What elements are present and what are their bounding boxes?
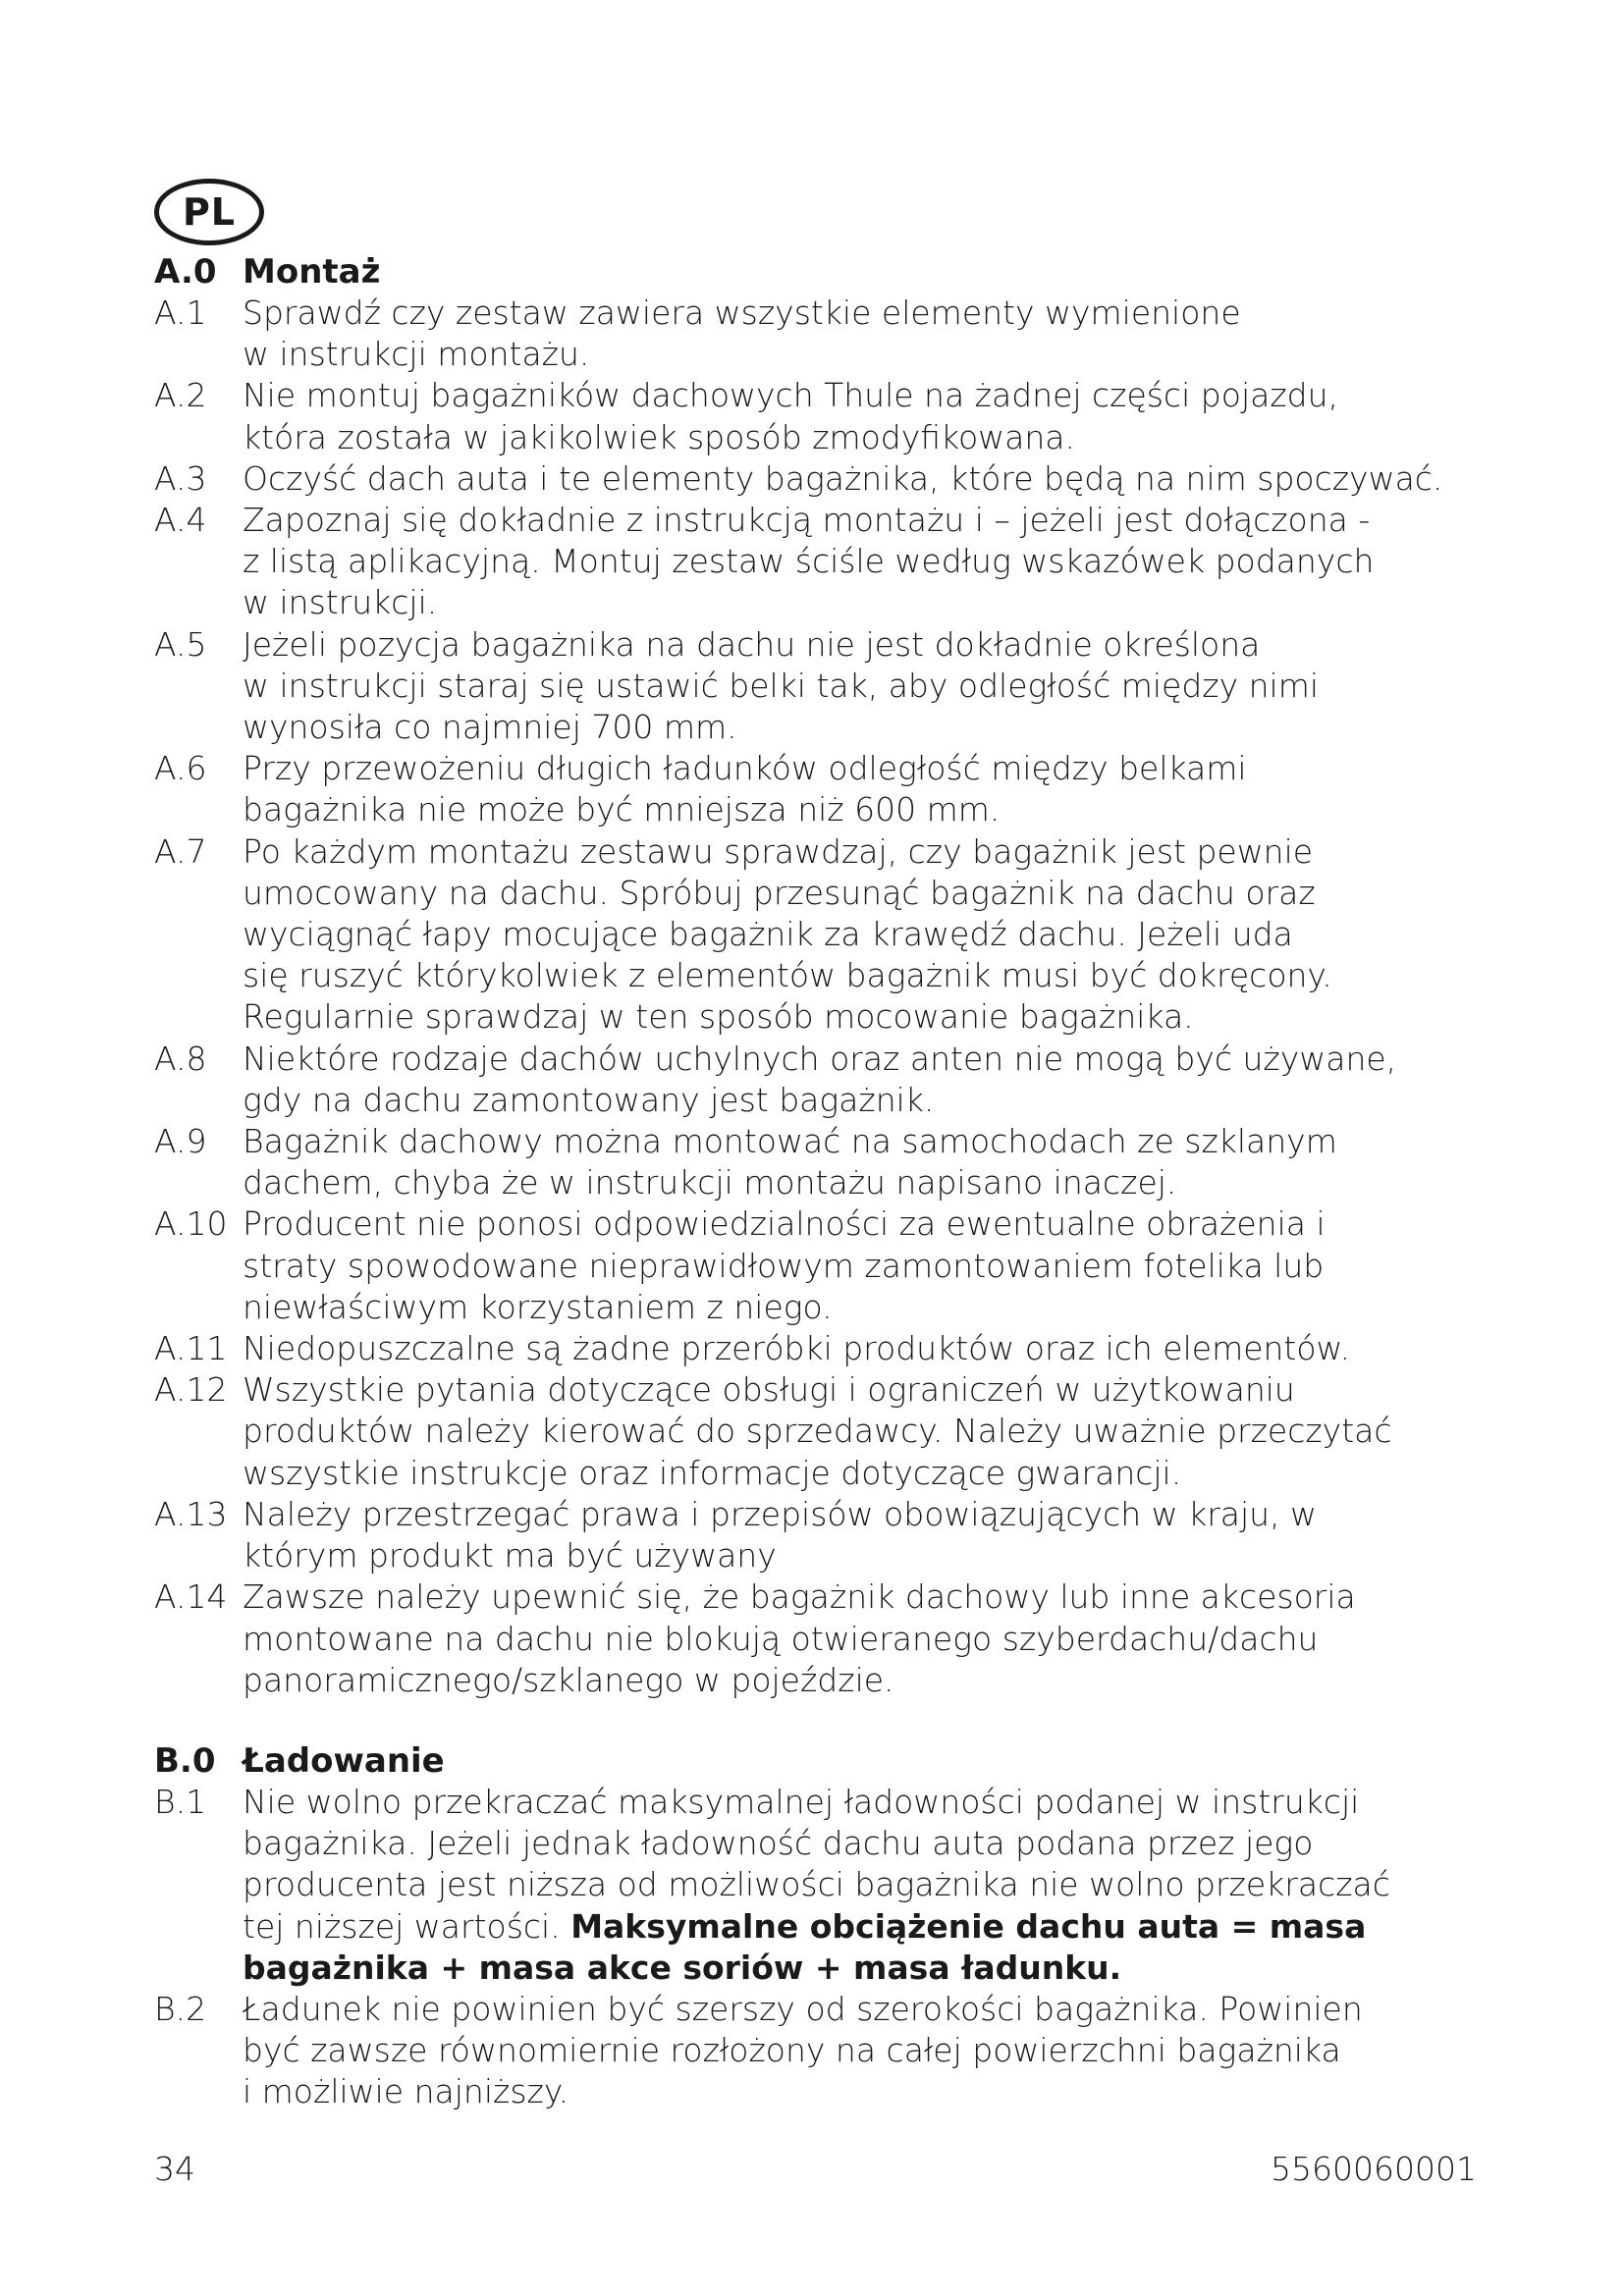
item-line: Jeżeli pozycja bagażnika na dachu nie jest dokładnie określona bbox=[243, 624, 1261, 664]
document-body bbox=[154, 251, 1509, 2113]
list-item bbox=[154, 1494, 1509, 1576]
item-text bbox=[243, 1121, 1509, 1203]
item-text bbox=[243, 1782, 1509, 1989]
item-label: A.8 bbox=[154, 1039, 207, 1078]
section-title: Montaż bbox=[243, 252, 381, 292]
item-text bbox=[243, 293, 1509, 375]
section-b-heading bbox=[154, 1740, 1509, 1782]
item-line: Sprawdź czy zestaw zawiera wszystkie elementy wymienione bbox=[243, 294, 1241, 332]
item-line: montowane na dachu nie blokują otwieranego szyberdachu/dachu bbox=[243, 1619, 1319, 1658]
item-label: A.3 bbox=[154, 458, 207, 498]
item-line: Producent nie ponosi odpowiedzialności za ewentualne obrażenia i bbox=[243, 1204, 1326, 1244]
list-item bbox=[154, 1989, 1509, 2113]
item-line: Po każdym montażu zestawu sprawdzaj, czy bagażnik jest pewnie bbox=[243, 831, 1314, 871]
item-line: bagażnika. Jeżeli jednak ładowność dachu auta podana przez jego bbox=[243, 1824, 1314, 1863]
list-item bbox=[154, 458, 1509, 500]
list-item bbox=[154, 1203, 1509, 1328]
language-badge bbox=[154, 179, 264, 245]
item-text bbox=[243, 375, 1509, 457]
item-text bbox=[243, 500, 1509, 624]
item-line: w instrukcji montażu. bbox=[243, 335, 590, 374]
list-item bbox=[154, 500, 1509, 624]
item-text bbox=[243, 458, 1509, 500]
item-text bbox=[243, 1039, 1509, 1121]
item-line: i możliwie najniższy. bbox=[243, 2072, 569, 2111]
item-line: Regularnie sprawdzaj w ten sposób mocowanie bagażnika. bbox=[243, 997, 1194, 1037]
item-line: gdy na dachu zamontowany jest bagażnik. bbox=[243, 1080, 935, 1119]
item-text bbox=[243, 1369, 1509, 1494]
item-line: straty spowodowane nieprawidłowym zamontowaniem fotelika lub bbox=[243, 1246, 1325, 1285]
item-line: wynosiła co najmniej 700 mm. bbox=[243, 708, 737, 747]
item-line: Oczyść dach auta i te elementy bagażnika, które będą na nim spoczywać. bbox=[243, 458, 1443, 498]
item-label: B.1 bbox=[154, 1782, 207, 1821]
item-line: Nie wolno przekraczać maksymalnej ładowności podanej w instrukcji bbox=[243, 1782, 1360, 1821]
list-item bbox=[154, 748, 1509, 830]
item-label: A.7 bbox=[154, 831, 207, 871]
item-line: dachem, chyba że w instrukcji montażu napisano inaczej. bbox=[243, 1163, 1177, 1202]
item-text bbox=[243, 1328, 1509, 1369]
list-item bbox=[154, 1369, 1509, 1494]
item-line: Zawsze należy upewnić się, że bagażnik dachowy lub inne akcesoria bbox=[243, 1577, 1356, 1617]
item-line: wszystkie instrukcje oraz informacje dotyczące gwarancji. bbox=[243, 1453, 1182, 1492]
item-label: A.4 bbox=[154, 501, 207, 540]
list-item bbox=[154, 1121, 1509, 1203]
item-line: Ładunek nie powinien być szerszy od szerokości bagażnika. Powinien bbox=[243, 1989, 1363, 2028]
item-line: Przy przewożeniu długich ładunków odległość między belkami bbox=[243, 749, 1247, 788]
item-line: Należy przestrzegać prawa i przepisów obowiązujących w kraju, w bbox=[243, 1494, 1318, 1533]
item-label: A.2 bbox=[154, 376, 207, 415]
item-label: B.2 bbox=[154, 1989, 207, 2028]
section-a-list bbox=[154, 293, 1509, 1701]
list-item bbox=[154, 1039, 1509, 1121]
section-title: Ładowanie bbox=[243, 1740, 445, 1781]
item-line: Zapoznaj się dokładnie z instrukcją montażu i – jeżeli jest dołączona - bbox=[243, 501, 1371, 540]
section-a-heading bbox=[154, 251, 1509, 293]
item-line: panoramicznego/szklanego w pojeździe. bbox=[243, 1660, 894, 1699]
item-label: A.9 bbox=[154, 1122, 207, 1161]
item-text bbox=[243, 624, 1509, 749]
item-label: A.14 bbox=[154, 1577, 228, 1617]
item-line-bold: Maksymalne obciążenie dachu auta = masa bbox=[570, 1906, 1367, 1946]
item-line: producenta jest niższa od możliwości bagażnika nie wolno przekraczać bbox=[243, 1865, 1390, 1904]
item-line-plain: tej niższej wartości. bbox=[243, 1906, 571, 1946]
item-line: Niektóre rodzaje dachów uchylnych oraz anten nie mogą być używane, bbox=[243, 1039, 1397, 1078]
item-line-bold: bagażnika + masa akce soriów + masa ładunku. bbox=[243, 1948, 1122, 1987]
item-label: A.12 bbox=[154, 1370, 228, 1410]
item-text bbox=[243, 1576, 1509, 1701]
list-item bbox=[154, 1576, 1509, 1701]
item-line: produktów należy kierować do sprzedawcy. Należy uważnie przeczytać bbox=[243, 1412, 1392, 1451]
list-item bbox=[154, 293, 1509, 375]
item-line: niewłaściwym korzystaniem z niego. bbox=[243, 1287, 833, 1326]
item-line: z listą aplikacyjną. Montuj zestaw ściśle według wskazówek podanych bbox=[243, 542, 1375, 581]
item-line bbox=[243, 1906, 1509, 1948]
item-text bbox=[243, 1989, 1509, 2113]
item-line: Wszystkie pytania dotyczące obsługi i ograniczeń w użytkowaniu bbox=[243, 1370, 1295, 1410]
item-line: którym produkt ma być używany bbox=[243, 1536, 777, 1575]
item-text bbox=[243, 1494, 1509, 1576]
item-text bbox=[243, 748, 1509, 830]
section-number: A.0 bbox=[154, 252, 217, 292]
list-item bbox=[154, 624, 1509, 749]
list-item bbox=[154, 1328, 1509, 1369]
item-line: umocowany na dachu. Spróbuj przesunąć bagażnik na dachu oraz bbox=[243, 873, 1316, 912]
section-number: B.0 bbox=[154, 1740, 216, 1781]
item-line: Bagażnik dachowy można montować na samochodach ze szklanym bbox=[243, 1122, 1337, 1161]
item-label: A.13 bbox=[154, 1494, 228, 1533]
language-code: PL bbox=[182, 190, 237, 234]
item-line: wyciągnąć łapy mocujące bagażnik za krawędź dachu. Jeżeli uda bbox=[243, 915, 1293, 954]
item-label: A.5 bbox=[154, 624, 207, 664]
item-line: się ruszyć którykolwiek z elementów bagażnik musi być dokręcony. bbox=[243, 956, 1332, 995]
item-line: być zawsze równomiernie rozłożony na całej powierzchni bagażnika bbox=[243, 2031, 1341, 2070]
item-line: w instrukcji staraj się ustawić belki tak, aby odległość między nimi bbox=[243, 666, 1320, 705]
item-line: która została w jakikolwiek sposób zmodyfikowana. bbox=[243, 417, 1076, 456]
list-item bbox=[154, 375, 1509, 457]
item-text bbox=[243, 831, 1509, 1039]
item-line: Niedopuszczalne są żadne przeróbki produktów oraz ich elementów. bbox=[243, 1329, 1351, 1368]
item-label: A.6 bbox=[154, 749, 207, 788]
list-item bbox=[154, 831, 1509, 1039]
item-line: bagażnika nie może być mniejsza niż 600 mm. bbox=[243, 790, 1001, 829]
page-number: 34 bbox=[154, 2150, 195, 2188]
document-code: 5560060001 bbox=[1271, 2150, 1477, 2188]
item-text bbox=[243, 1203, 1509, 1328]
item-line: Nie montuj bagażników dachowych Thule na żadnej części pojazdu, bbox=[243, 376, 1339, 415]
item-label: A.11 bbox=[154, 1329, 228, 1368]
item-label: A.1 bbox=[154, 294, 207, 332]
list-item bbox=[154, 1782, 1509, 1989]
item-line: w instrukcji. bbox=[243, 583, 438, 622]
item-label: A.10 bbox=[154, 1204, 228, 1244]
